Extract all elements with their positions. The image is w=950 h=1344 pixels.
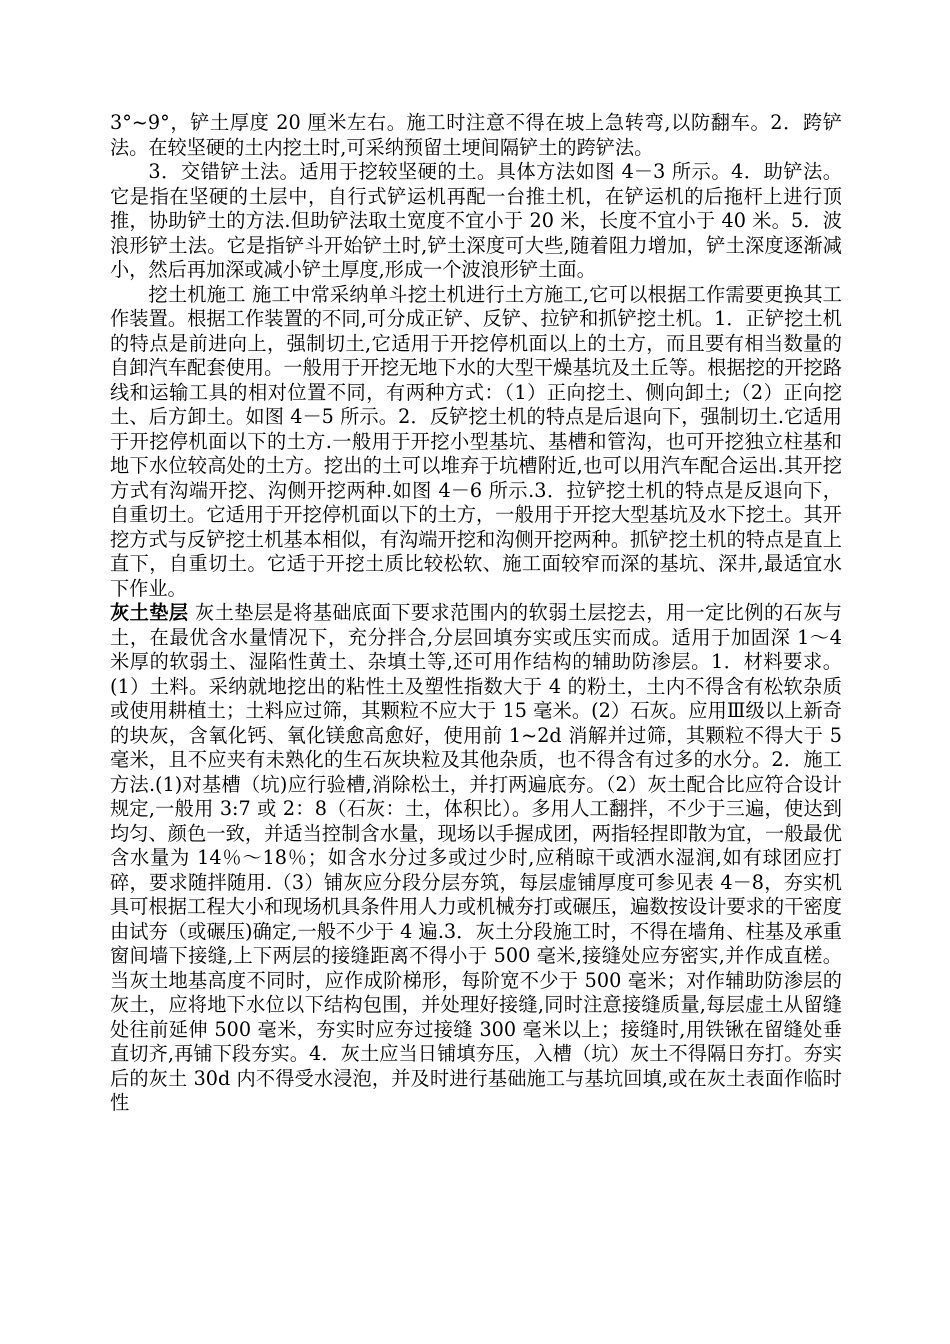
paragraph-text: 3°~9°，铲土厚度 20 厘米左右。施工时注意不得在坡上急转弯,以防翻车。2．跨铲法。在较坚硬的土内挖土时,可采纳预留土埂间隔铲土的跨铲法。 <box>110 111 842 159</box>
paragraph-1 <box>110 111 842 160</box>
paragraph-4 <box>110 601 842 1116</box>
section-heading: 灰土垫层 <box>110 601 189 624</box>
paragraph-2 <box>110 160 842 283</box>
paragraph-text: 3．交错铲土法。适用于挖较坚硬的土。具体方法如图 4－3 所示。4．助铲法。它是指在坚硬的土层中，自行式铲运机再配一台推土机，在铲运机的后拖杆上进行顶推，协助铲土的方法.但助铲法取土宽度不宜小于 20 米，长度不宜小于 40 米。5．波浪形铲土法。它是指铲斗开始铲土时,铲土深度可大些,随着阻力增加，铲土深度逐渐减小，然后再加深或减小铲土厚度,形成一个波浪形铲土面。 <box>110 160 842 281</box>
paragraph-3 <box>110 283 842 602</box>
paragraph-text: 灰土垫层是将基础底面下要求范围内的软弱土层挖去，用一定比例的石灰与土，在最优含水量情况下，充分拌合,分层回填夯实或压实而成。适用于加固深 1～4 米厚的软弱土、湿陷性黄土、杂填土等,还可用作结构的辅助防渗层。1．材料要求。(1）土料。采纳就地挖出的粘性土及塑性指数大于 4 的粉土，土内不得含有松软杂质或使用耕植土；土料应过筛，其颗粒不应大于 15 毫米。(2）石灰。应用Ⅲ级以上新奇的块灰，含氧化钙、氧化镁愈高愈好，使用前 1~2d 消解并过筛，其颗粒不得大于 5 毫米，且不应夹有未熟化的生石灰块粒及其他杂质，也不得含有过多的水分。2．施工方法.(1)对基槽（坑)应行验槽,消除松土，并打两遍底夯。（2）灰土配合比应符合设计规定,一般用 3:7 或 2：8（石灰：土，体积比）。多用人工翻拌，不少于三遍，使达到均匀、颜色一致，并适当控制含水量，现场以手握成团，两指轻捏即散为宜，一般最优含水量为 14％～18％；如含水分过多或过少时,应稍晾干或洒水湿润,如有球团应打碎，要求随拌随用.（3）铺灰应分段分层夯筑，每层虚铺厚度可参见表 4－8，夯实机具可根据工程大小和现场机具条件用人力或机械夯打或碾压，遍数按设计要求的干密度由试夯（或碾压)确定,一般不少于 4 遍.3．灰土分段施工时，不得在墙角、柱基及承重窗间墙下接缝,上下两层的接缝距离不得小于 500 毫米,接缝处应夯密实,并作成直槎。当灰土地基高度不同时，应作成阶梯形，每阶宽不少于 500 毫米；对作辅助防渗层的灰土，应将地下水位以下结构包围，并处理好接缝,同时注意接缝质量,每层虚土从留缝处往前延伸 500 毫米，夯实时应夯过接缝 300 毫米以上；接缝时,用铁锹在留缝处垂直切齐,再铺下段夯实。4．灰土应当日铺填夯压，入槽（坑）灰土不得隔日夯打。夯实后的灰土 30d 内不得受水浸泡，并及时进行基础施工与基坑回填,或在灰土表面作临时性 <box>110 601 842 1114</box>
document-page <box>110 111 842 1116</box>
paragraph-text: 挖土机施工 施工中常采纳单斗挖土机进行土方施工,它可以根据工作需要更换其工作装置。根据工作装置的不同,可分成正铲、反铲、拉铲和抓铲挖土机。1．正铲挖土机的特点是前进向上，强制切土,它适用于开挖停机面以上的土方，而且要有相当数量的自卸汽车配套使用。一般用于开挖无地下水的大型干燥基坑及土丘等。根据挖的开挖路线和运输工具的相对位置不同，有两种方式：（1）正向挖土、侧向卸土;（2）正向挖土、后方卸土。如图 4－5 所示。2．反铲挖土机的特点是后退向下，强制切土.它适用于开挖停机面以下的土方.一般用于开挖小型基坑、基槽和管沟，也可开挖独立柱基和地下水位较高处的土方。挖出的土可以堆弃于坑槽附近,也可以用汽车配合运出.其开挖方式有沟端开挖、沟侧开挖两种.如图 4－6 所示.3．拉铲挖土机的特点是反退向下，自重切土。它适用于开挖停机面以下的土方，一般用于开挖大型基坑及水下挖土。其开挖方式与反铲挖土机基本相似，有沟端开挖和沟侧开挖两种。抓铲挖土机的特点是直上直下，自重切土。它适于开挖土质比较松软、施工面较窄而深的基坑、深井,最适宜水下作业。 <box>110 282 842 600</box>
